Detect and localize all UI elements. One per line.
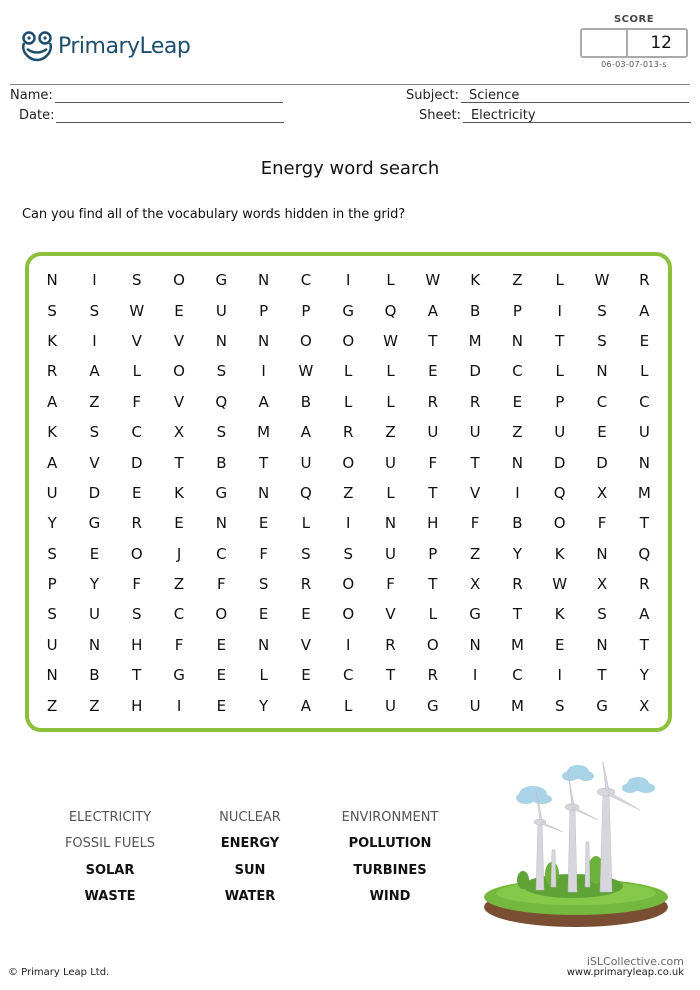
grid-cell[interactable]: B bbox=[89, 666, 100, 685]
grid-cell[interactable]: D bbox=[88, 483, 101, 502]
grid-cell[interactable]: L bbox=[386, 271, 395, 290]
grid-cell[interactable]: W bbox=[298, 362, 314, 381]
grid-cell[interactable]: S bbox=[597, 301, 607, 320]
grid-cell[interactable]: U bbox=[46, 483, 58, 502]
grid-cell[interactable]: T bbox=[428, 331, 438, 350]
grid-cell[interactable]: I bbox=[557, 301, 562, 320]
grid-cell[interactable]: U bbox=[88, 605, 100, 624]
grid-cell[interactable]: C bbox=[639, 392, 650, 411]
grid-cell[interactable]: S bbox=[131, 605, 142, 624]
grid-cell[interactable]: H bbox=[131, 635, 143, 654]
grid-cell[interactable]: V bbox=[469, 483, 481, 502]
grid-cell[interactable]: O bbox=[342, 605, 355, 624]
grid-cell[interactable]: I bbox=[557, 666, 562, 685]
grid-cell[interactable]: N bbox=[46, 666, 58, 685]
grid-cell[interactable]: U bbox=[427, 423, 439, 442]
grid-cell[interactable]: O bbox=[300, 331, 312, 350]
grid-cell[interactable]: W bbox=[552, 575, 568, 594]
grid-cell[interactable]: A bbox=[427, 301, 438, 320]
grid-cell[interactable]: I bbox=[176, 696, 182, 715]
sheet-field bbox=[419, 108, 691, 123]
grid-cell[interactable]: C bbox=[173, 605, 185, 624]
grid-cell[interactable]: E bbox=[597, 423, 607, 442]
grid-cell[interactable]: D bbox=[553, 453, 566, 472]
grid-cell[interactable]: E bbox=[512, 392, 523, 411]
grid-cell[interactable]: S bbox=[89, 301, 100, 320]
grid-cell[interactable]: E bbox=[132, 483, 142, 502]
grid-cell[interactable]: R bbox=[469, 392, 481, 411]
grid-cell[interactable]: L bbox=[428, 605, 437, 624]
grid-cell[interactable]: C bbox=[596, 392, 608, 411]
grid-cell[interactable]: A bbox=[89, 362, 100, 381]
website-link[interactable]: www.primaryleap.co.uk bbox=[566, 967, 684, 978]
grid-cell[interactable]: S bbox=[47, 544, 57, 563]
grid-cell[interactable]: A bbox=[639, 605, 650, 624]
grid-cell[interactable]: F bbox=[428, 453, 438, 472]
subject-value: Science bbox=[461, 88, 689, 103]
grid-cell[interactable]: Q bbox=[553, 483, 566, 502]
grid-cell[interactable]: P bbox=[259, 301, 269, 320]
grid-cell[interactable]: N bbox=[258, 331, 270, 350]
grid-cell[interactable]: E bbox=[174, 514, 184, 533]
grid-cell[interactable]: T bbox=[555, 331, 565, 350]
grid-cell[interactable]: O bbox=[342, 331, 355, 350]
grid-cell[interactable]: R bbox=[427, 666, 439, 685]
grid-cell[interactable]: S bbox=[301, 544, 311, 563]
grid-cell[interactable]: Z bbox=[385, 423, 396, 442]
grid-cell[interactable]: L bbox=[640, 362, 649, 381]
header-divider bbox=[10, 84, 690, 85]
grid-cell[interactable]: Y bbox=[89, 575, 100, 594]
score-label: SCORE bbox=[613, 14, 655, 25]
grid-cell[interactable]: L bbox=[386, 483, 395, 502]
wind-turbines-island-icon bbox=[478, 762, 678, 932]
grid-cell[interactable]: I bbox=[346, 271, 351, 290]
grid-cell[interactable]: D bbox=[469, 362, 481, 381]
grid-cell[interactable]: C bbox=[342, 666, 354, 685]
grid-cell[interactable]: L bbox=[386, 362, 395, 381]
grid-row bbox=[31, 478, 665, 508]
grid-cell[interactable]: O bbox=[173, 271, 185, 290]
grid-cell[interactable]: T bbox=[470, 453, 480, 472]
grid-cell[interactable]: O bbox=[130, 544, 143, 563]
grid-cell[interactable]: R bbox=[46, 362, 58, 381]
grid-row bbox=[31, 265, 665, 295]
grid-cell[interactable]: A bbox=[300, 423, 312, 442]
grid-cell[interactable]: E bbox=[639, 331, 650, 350]
grid-cell[interactable]: L bbox=[386, 392, 395, 411]
grid-cell[interactable]: N bbox=[88, 635, 101, 654]
word-item: ENERGY bbox=[220, 836, 280, 852]
grid-cell[interactable]: L bbox=[259, 666, 268, 685]
grid-cell[interactable]: F bbox=[132, 392, 142, 411]
date-field bbox=[19, 108, 284, 123]
grid-cell[interactable]: R bbox=[639, 271, 650, 290]
grid-cell[interactable]: C bbox=[131, 423, 142, 442]
grid-cell[interactable]: L bbox=[344, 362, 353, 381]
grid-cell[interactable]: G bbox=[88, 514, 101, 533]
grid-cell[interactable]: Q bbox=[384, 301, 397, 320]
grid-cell[interactable]: B bbox=[512, 514, 523, 533]
word-item: WASTE bbox=[84, 889, 136, 905]
grid-cell[interactable]: T bbox=[597, 666, 607, 685]
grid-cell[interactable]: D bbox=[596, 453, 608, 472]
grid-cell[interactable]: E bbox=[554, 635, 565, 654]
grid-cell[interactable]: P bbox=[512, 301, 522, 320]
grid-cell[interactable]: N bbox=[215, 331, 227, 350]
grid-cell[interactable]: E bbox=[428, 362, 438, 381]
subject-field bbox=[406, 88, 689, 103]
date-label: Date: bbox=[19, 108, 55, 123]
grid-row bbox=[31, 539, 665, 569]
grid-cell[interactable]: E bbox=[216, 635, 227, 654]
grid-cell[interactable]: N bbox=[596, 635, 608, 654]
grid-cell[interactable]: A bbox=[47, 453, 58, 472]
grid-cell[interactable]: E bbox=[301, 605, 311, 624]
grid-cell[interactable]: E bbox=[258, 514, 269, 533]
grid-cell[interactable]: R bbox=[427, 392, 439, 411]
word-item: ENVIRONMENT bbox=[341, 809, 439, 825]
grid-cell[interactable]: U bbox=[638, 423, 650, 442]
grid-cell[interactable]: I bbox=[92, 271, 97, 290]
grid-cell[interactable]: A bbox=[300, 696, 312, 715]
grid-cell[interactable]: I bbox=[92, 331, 97, 350]
score-obtained-field[interactable] bbox=[582, 30, 626, 56]
grid-cell[interactable]: G bbox=[215, 483, 228, 502]
primaryleap-logo bbox=[20, 30, 190, 62]
grid-cell[interactable]: K bbox=[554, 544, 565, 563]
word-list bbox=[40, 804, 460, 910]
grid-cell[interactable]: N bbox=[596, 544, 608, 563]
grid-row bbox=[31, 447, 665, 477]
grid-cell[interactable]: W bbox=[129, 301, 145, 320]
grid-cell[interactable]: S bbox=[89, 423, 100, 442]
grid-cell[interactable]: U bbox=[300, 453, 312, 472]
grid-cell[interactable]: M bbox=[510, 635, 524, 654]
grid-cell[interactable]: S bbox=[47, 301, 57, 320]
grid-row bbox=[31, 508, 665, 538]
grid-cell[interactable]: S bbox=[47, 605, 57, 624]
grid-cell[interactable]: L bbox=[132, 362, 141, 381]
grid-cell[interactable]: B bbox=[216, 453, 227, 472]
brand-name: PrimaryLeap bbox=[58, 33, 191, 59]
word-item: POLLUTION bbox=[348, 836, 432, 852]
grid-cell[interactable]: F bbox=[174, 635, 184, 654]
grid-cell[interactable]: T bbox=[428, 483, 438, 502]
grid-cell[interactable]: K bbox=[47, 331, 58, 350]
grid-cell[interactable]: F bbox=[132, 575, 142, 594]
grid-cell[interactable]: U bbox=[385, 453, 397, 472]
grid-cell[interactable]: Q bbox=[638, 544, 651, 563]
grid-cell[interactable]: U bbox=[385, 544, 397, 563]
grid-cell[interactable]: N bbox=[511, 331, 524, 350]
grid-cell[interactable]: G bbox=[427, 696, 439, 715]
grid-cell[interactable]: C bbox=[512, 362, 523, 381]
grid-cell[interactable]: N bbox=[46, 271, 58, 290]
grid-row bbox=[31, 295, 665, 325]
score-total: 12 bbox=[626, 30, 686, 56]
grid-cell[interactable]: T bbox=[639, 514, 649, 533]
grid-cell[interactable]: Z bbox=[343, 483, 354, 502]
grid-cell[interactable]: S bbox=[343, 544, 353, 563]
grid-cell[interactable]: N bbox=[258, 271, 270, 290]
grid-cell[interactable]: I bbox=[346, 514, 351, 533]
grid-cell[interactable]: F bbox=[470, 514, 480, 533]
grid-cell[interactable]: X bbox=[173, 423, 185, 442]
grid-cell[interactable]: R bbox=[300, 575, 312, 594]
grid-cell[interactable]: E bbox=[89, 544, 100, 563]
grid-cell[interactable]: G bbox=[215, 271, 228, 290]
grid-cell[interactable]: O bbox=[215, 605, 228, 624]
grid-cell[interactable]: Y bbox=[639, 666, 649, 685]
frog-icon bbox=[20, 30, 54, 62]
grid-cell[interactable]: V bbox=[173, 331, 185, 350]
grid-cell[interactable]: N bbox=[638, 453, 650, 472]
grid-cell[interactable]: X bbox=[469, 575, 481, 594]
grid-cell[interactable]: O bbox=[342, 453, 355, 472]
grid-cell[interactable]: L bbox=[555, 271, 564, 290]
word-item: NUCLEAR bbox=[219, 809, 281, 825]
grid-cell[interactable]: B bbox=[300, 392, 312, 411]
grid-cell[interactable]: M bbox=[637, 483, 651, 502]
page-title: Energy word search bbox=[260, 158, 440, 179]
grid-cell[interactable]: H bbox=[131, 696, 143, 715]
name-label: Name: bbox=[10, 88, 53, 103]
grid-cell[interactable]: C bbox=[300, 271, 312, 290]
grid-cell[interactable]: A bbox=[258, 392, 269, 411]
grid-cell[interactable]: A bbox=[639, 301, 650, 320]
grid-cell[interactable]: Z bbox=[469, 544, 481, 563]
grid-cell[interactable]: V bbox=[300, 635, 312, 654]
grid-cell[interactable]: E bbox=[174, 301, 184, 320]
grid-cell[interactable]: U bbox=[554, 423, 566, 442]
grid-cell[interactable]: L bbox=[344, 696, 353, 715]
grid-cell[interactable]: Z bbox=[47, 696, 58, 715]
grid-row bbox=[31, 630, 665, 660]
word-item: WATER bbox=[224, 889, 276, 905]
word-row bbox=[40, 857, 460, 884]
grid-cell[interactable]: N bbox=[469, 635, 481, 654]
grid-cell[interactable]: E bbox=[216, 696, 227, 715]
grid-cell[interactable]: N bbox=[596, 362, 608, 381]
grid-cell[interactable]: R bbox=[131, 514, 142, 533]
word-item: WIND bbox=[369, 889, 411, 905]
grid-cell[interactable]: Y bbox=[259, 696, 269, 715]
grid-cell[interactable]: P bbox=[428, 544, 438, 563]
grid-cell[interactable]: I bbox=[515, 483, 520, 502]
name-input[interactable] bbox=[55, 88, 283, 103]
grid-row bbox=[31, 660, 665, 690]
grid-cell[interactable]: Q bbox=[300, 483, 312, 502]
grid-cell[interactable]: C bbox=[216, 544, 227, 563]
grid-cell[interactable]: R bbox=[512, 575, 523, 594]
grid-cell[interactable]: V bbox=[131, 331, 142, 350]
word-item: FOSSIL FUELS bbox=[64, 836, 156, 852]
grid-cell[interactable]: K bbox=[470, 271, 481, 290]
grid-cell[interactable]: O bbox=[553, 514, 566, 533]
grid-row bbox=[31, 417, 665, 447]
grid-cell[interactable]: R bbox=[385, 635, 396, 654]
grid-cell[interactable]: F bbox=[259, 544, 268, 563]
grid-cell[interactable]: S bbox=[216, 423, 227, 442]
grid-cell[interactable]: Q bbox=[215, 392, 228, 411]
grid-cell[interactable]: K bbox=[47, 423, 58, 442]
grid-cell[interactable]: Z bbox=[89, 392, 100, 411]
grid-cell[interactable]: V bbox=[89, 453, 100, 472]
grid-cell[interactable]: T bbox=[512, 605, 522, 624]
grid-cell[interactable]: Z bbox=[89, 696, 100, 715]
word-item: SUN bbox=[234, 862, 266, 878]
worksheet-code: 06-03-07-013-s bbox=[601, 60, 667, 69]
word-item: TURBINES bbox=[353, 862, 427, 878]
grid-cell[interactable]: U bbox=[469, 696, 481, 715]
sheet-label: Sheet: bbox=[419, 108, 461, 123]
grid-cell[interactable]: P bbox=[47, 575, 57, 594]
grid-cell[interactable]: I bbox=[261, 362, 266, 381]
word-row bbox=[40, 831, 460, 858]
grid-cell[interactable]: F bbox=[597, 514, 607, 533]
grid-cell[interactable]: T bbox=[174, 453, 184, 472]
grid-cell[interactable]: L bbox=[555, 362, 564, 381]
grid-cell[interactable]: N bbox=[258, 483, 270, 502]
grid-cell[interactable]: X bbox=[639, 696, 650, 715]
grid-cell[interactable]: F bbox=[386, 575, 395, 594]
grid-cell[interactable]: P bbox=[301, 301, 311, 320]
grid-cell[interactable]: O bbox=[426, 635, 439, 654]
date-input[interactable] bbox=[56, 108, 284, 123]
grid-cell[interactable]: N bbox=[258, 635, 270, 654]
grid-cell[interactable]: G bbox=[173, 666, 185, 685]
grid-cell[interactable]: M bbox=[510, 696, 524, 715]
grid-cell[interactable]: B bbox=[469, 301, 481, 320]
grid-cell[interactable]: K bbox=[554, 605, 565, 624]
grid-cell[interactable]: P bbox=[555, 392, 565, 411]
grid-cell[interactable]: W bbox=[383, 331, 398, 350]
grid-cell[interactable]: R bbox=[343, 423, 354, 442]
grid-cell[interactable]: H bbox=[427, 514, 439, 533]
grid-cell[interactable]: N bbox=[215, 514, 227, 533]
instruction-text: Can you find all of the vocabulary words hidden in the grid? bbox=[22, 207, 406, 222]
grid-row bbox=[31, 356, 665, 386]
grid-cell[interactable]: O bbox=[342, 575, 355, 594]
word-row bbox=[40, 804, 460, 831]
grid-cell[interactable]: X bbox=[596, 575, 608, 594]
grid-cell[interactable]: I bbox=[346, 635, 351, 654]
grid-cell[interactable]: T bbox=[259, 453, 269, 472]
sheet-value: Electricity bbox=[463, 108, 691, 123]
grid-cell[interactable]: G bbox=[469, 605, 481, 624]
grid-cell[interactable]: Z bbox=[512, 271, 523, 290]
grid-cell[interactable]: T bbox=[385, 666, 396, 685]
grid-cell[interactable]: W bbox=[425, 271, 441, 290]
grid-cell[interactable]: N bbox=[511, 453, 524, 472]
grid-cell[interactable]: S bbox=[216, 362, 227, 381]
word-row bbox=[40, 884, 460, 911]
grid-cell[interactable]: T bbox=[639, 635, 649, 654]
grid-row bbox=[31, 690, 665, 720]
grid-cell[interactable]: E bbox=[258, 605, 269, 624]
grid-cell[interactable]: C bbox=[512, 666, 523, 685]
grid-cell[interactable]: E bbox=[216, 666, 227, 685]
grid-row bbox=[31, 326, 665, 356]
grid-cell[interactable]: M bbox=[257, 423, 271, 442]
grid-cell[interactable]: S bbox=[597, 605, 607, 624]
grid-row bbox=[31, 387, 665, 417]
grid-row bbox=[31, 569, 665, 599]
grid-cell[interactable]: O bbox=[173, 362, 185, 381]
grid-cell[interactable]: U bbox=[385, 696, 397, 715]
grid-cell[interactable]: G bbox=[596, 696, 608, 715]
score-boxes bbox=[580, 28, 688, 58]
grid-cell[interactable]: T bbox=[132, 666, 142, 685]
grid-cell[interactable]: S bbox=[131, 271, 142, 290]
grid-cell[interactable]: L bbox=[301, 514, 311, 533]
grid-cell[interactable]: A bbox=[47, 392, 58, 411]
grid-cell[interactable]: U bbox=[46, 635, 58, 654]
grid-cell[interactable]: L bbox=[344, 392, 353, 411]
grid-cell[interactable]: S bbox=[258, 575, 269, 594]
grid-cell[interactable]: Y bbox=[512, 544, 522, 563]
grid-cell[interactable]: K bbox=[174, 483, 184, 502]
grid-cell[interactable]: G bbox=[342, 301, 355, 320]
grid-cell[interactable]: V bbox=[173, 392, 185, 411]
grid-cell[interactable]: D bbox=[130, 453, 143, 472]
grid-row bbox=[31, 599, 665, 629]
grid-cell[interactable]: Y bbox=[47, 514, 57, 533]
grid-cell[interactable]: S bbox=[554, 696, 565, 715]
grid-cell[interactable]: E bbox=[301, 666, 311, 685]
grid-cell[interactable]: S bbox=[597, 331, 607, 350]
grid-cell[interactable]: R bbox=[639, 575, 650, 594]
grid-cell[interactable]: J bbox=[176, 544, 182, 563]
grid-cell[interactable]: U bbox=[469, 423, 481, 442]
grid-cell[interactable]: F bbox=[217, 575, 226, 594]
grid-cell[interactable]: M bbox=[468, 331, 482, 350]
grid-cell[interactable]: U bbox=[215, 301, 227, 320]
grid-cell[interactable]: Z bbox=[173, 575, 185, 594]
grid-cell[interactable]: T bbox=[428, 575, 438, 594]
name-field bbox=[10, 88, 283, 103]
grid-cell[interactable]: I bbox=[472, 666, 478, 685]
grid-cell[interactable]: W bbox=[594, 271, 610, 290]
word-search-grid bbox=[31, 265, 665, 721]
grid-cell[interactable]: N bbox=[384, 514, 397, 533]
word-item: SOLAR bbox=[85, 862, 135, 878]
watermark: iSLCollective.com bbox=[586, 955, 684, 968]
grid-cell[interactable]: Z bbox=[512, 423, 523, 442]
score-panel bbox=[580, 14, 688, 69]
grid-cell[interactable]: X bbox=[596, 483, 608, 502]
copyright: © Primary Leap Ltd. bbox=[8, 967, 110, 978]
grid-cell[interactable]: V bbox=[385, 605, 396, 624]
footer-links bbox=[567, 956, 684, 978]
word-item: ELECTRICITY bbox=[68, 809, 152, 825]
subject-label: Subject: bbox=[406, 88, 459, 103]
